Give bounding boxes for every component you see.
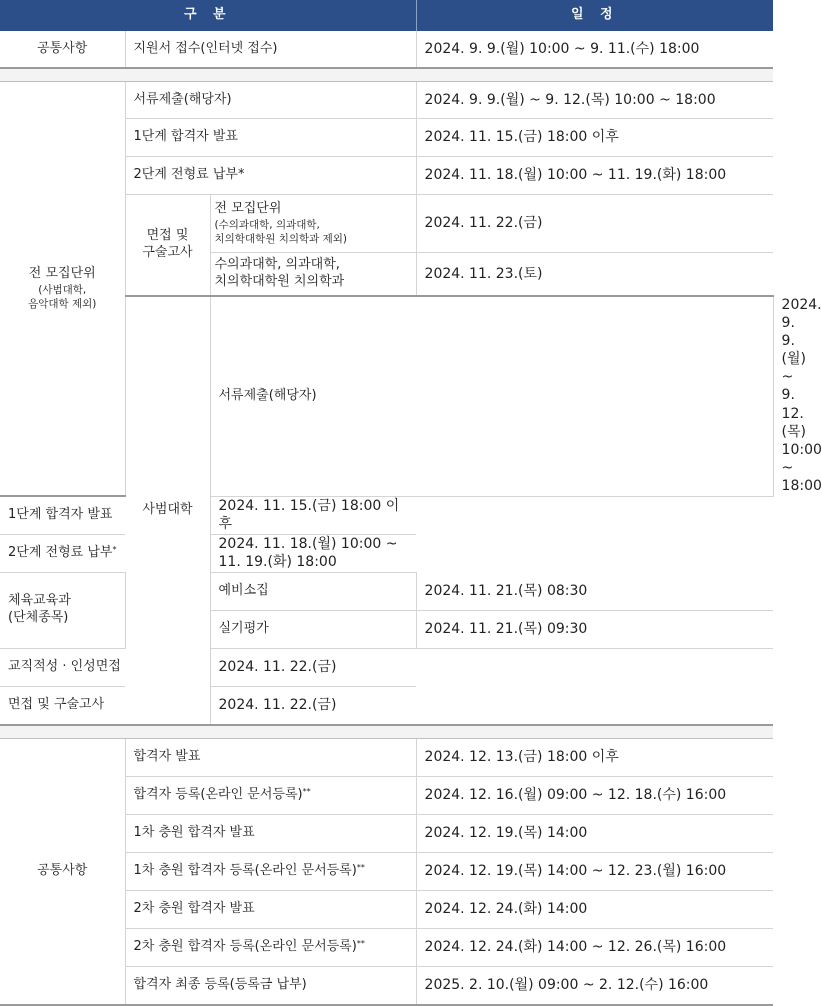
item-cell: 1단계 합격자 발표 — [0, 496, 210, 534]
item-cell: 면접 및 구술고사 — [0, 686, 210, 725]
sub-item-cell: 예비소집 — [210, 572, 416, 610]
item-cell: 2단계 전형료 납부* — [125, 157, 416, 195]
footnote-mark: * — [112, 544, 117, 554]
footnote-mark: ** — [356, 863, 365, 873]
table-row — [0, 686, 773, 725]
item-label: 합격자 최종 등록(등록금 납부) — [133, 976, 307, 992]
date-cell: 2024. 11. 22.(금) — [210, 686, 416, 725]
table-row — [0, 82, 773, 119]
category-label: 전 모집단위 — [28, 265, 96, 281]
item-label: 2차 충원 합격자 발표 — [133, 901, 255, 917]
sub-item-cell: 실기평가 — [210, 610, 416, 648]
category-cell: 사범대학 — [125, 296, 210, 726]
sub-item-line: 치의학대학원 치의학과 — [214, 273, 345, 289]
date-cell: 2024. 11. 23.(토) — [416, 253, 773, 296]
item-cell: 서류제출(해당자) — [125, 82, 416, 119]
sub-item-cell — [210, 253, 416, 296]
pe-cell — [0, 572, 125, 648]
date-cell: 2024. 12. 19.(목) 14:00 — [416, 815, 773, 853]
date-cell: 2024. 12. 24.(화) 14:00 — [416, 891, 773, 929]
interview-label: 면접 및 — [146, 227, 189, 243]
table-row — [0, 496, 773, 534]
table-header — [0, 0, 773, 31]
interview-cell — [125, 195, 210, 296]
category-cell — [0, 82, 125, 497]
sub-item-note: 치의학대학원 치의학과 제외) — [214, 232, 347, 245]
item-cell: 서류제출(해당자) — [210, 296, 773, 497]
date-cell: 2025. 2. 10.(월) 09:00 ~ 2. 12.(수) 16:00 — [416, 967, 773, 1005]
category-cell: 공통사항 — [0, 31, 125, 68]
pe-label: 체육교육과 — [8, 593, 71, 609]
date-cell: 2024. 12. 24.(화) 14:00 ~ 12. 26.(목) 16:00 — [416, 929, 773, 967]
date-cell: 2024. 11. 15.(금) 18:00 이후 — [210, 496, 416, 534]
item-label: 1차 충원 합격자 발표 — [133, 825, 255, 841]
date-cell: 2024. 12. 16.(월) 09:00 ~ 12. 18.(수) 16:00 — [416, 777, 773, 815]
date-cell: 2024. 9. 9.(월) 10:00 ~ 9. 11.(수) 18:00 — [416, 31, 773, 68]
item-cell — [125, 777, 416, 815]
item-label: 2차 충원 합격자 등록(온라인 문서등록) — [133, 939, 357, 955]
table-row — [0, 31, 773, 68]
item-cell — [125, 891, 416, 929]
table-row — [0, 534, 773, 572]
table-row — [0, 572, 773, 610]
category-cell: 공통사항 — [0, 739, 125, 1005]
date-cell: 2024. 11. 22.(금) — [210, 648, 416, 686]
header-schedule: 일 정 — [416, 0, 773, 31]
date-cell: 2024. 11. 22.(금) — [416, 195, 773, 253]
date-cell: 2024. 11. 21.(목) 08:30 — [416, 572, 773, 610]
item-label: 1차 충원 합격자 등록(온라인 문서등록) — [133, 863, 357, 879]
section-spacer — [0, 68, 773, 82]
item-cell — [125, 929, 416, 967]
header-category: 구 분 — [0, 0, 416, 31]
table-row — [0, 739, 773, 777]
item-label: 합격자 발표 — [133, 749, 201, 765]
item-cell: 교직적성 · 인성면접 — [0, 648, 210, 686]
interview-label: 구술고사 — [142, 244, 193, 260]
item-cell — [125, 815, 416, 853]
item-cell: 1단계 합격자 발표 — [125, 119, 416, 157]
table-row — [0, 648, 773, 686]
date-cell: 2024. 12. 19.(목) 14:00 ~ 12. 23.(월) 16:00 — [416, 853, 773, 891]
item-label: 합격자 등록(온라인 문서등록) — [133, 787, 303, 803]
section-spacer — [0, 725, 773, 739]
category-note: (사범대학, — [38, 283, 87, 296]
date-cell: 2024. 11. 18.(월) 10:00 ~ 11. 19.(화) 18:00 — [416, 157, 773, 195]
date-cell: 2024. 11. 21.(목) 09:30 — [416, 610, 773, 648]
footnote-mark: ** — [302, 787, 311, 797]
sub-item-cell — [210, 195, 416, 253]
date-cell: 2024. 11. 15.(금) 18:00 이후 — [416, 119, 773, 157]
table-row: 사범대학 서류제출(해당자) 2024. 9. 9.(월) ~ 9. 12.(목) 10:00 ~ 18:00 — [0, 296, 773, 497]
sub-item-line: 수의과대학, 의과대학, — [214, 256, 340, 272]
item-cell — [0, 534, 210, 572]
sub-item-title: 전 모집단위 — [214, 200, 282, 216]
item-label: 2단계 전형료 납부 — [8, 544, 113, 560]
date-cell: 2024. 12. 13.(금) 18:00 이후 — [416, 739, 773, 777]
pe-label: (단체종목) — [8, 610, 69, 626]
date-cell: 2024. 11. 18.(월) 10:00 ~ 11. 19.(화) 18:00 — [210, 534, 416, 572]
sub-item-note: (수의과대학, 의과대학, — [214, 218, 320, 231]
item-cell — [125, 967, 416, 1005]
footnote-mark: ** — [356, 939, 365, 949]
item-cell — [125, 853, 416, 891]
item-cell: 지원서 접수(인터넷 접수) — [125, 31, 416, 68]
category-note: 음악대학 제외) — [28, 297, 97, 310]
date-cell: 2024. 9. 9.(월) ~ 9. 12.(목) 10:00 ~ 18:00 — [416, 82, 773, 119]
item-cell — [125, 739, 416, 777]
